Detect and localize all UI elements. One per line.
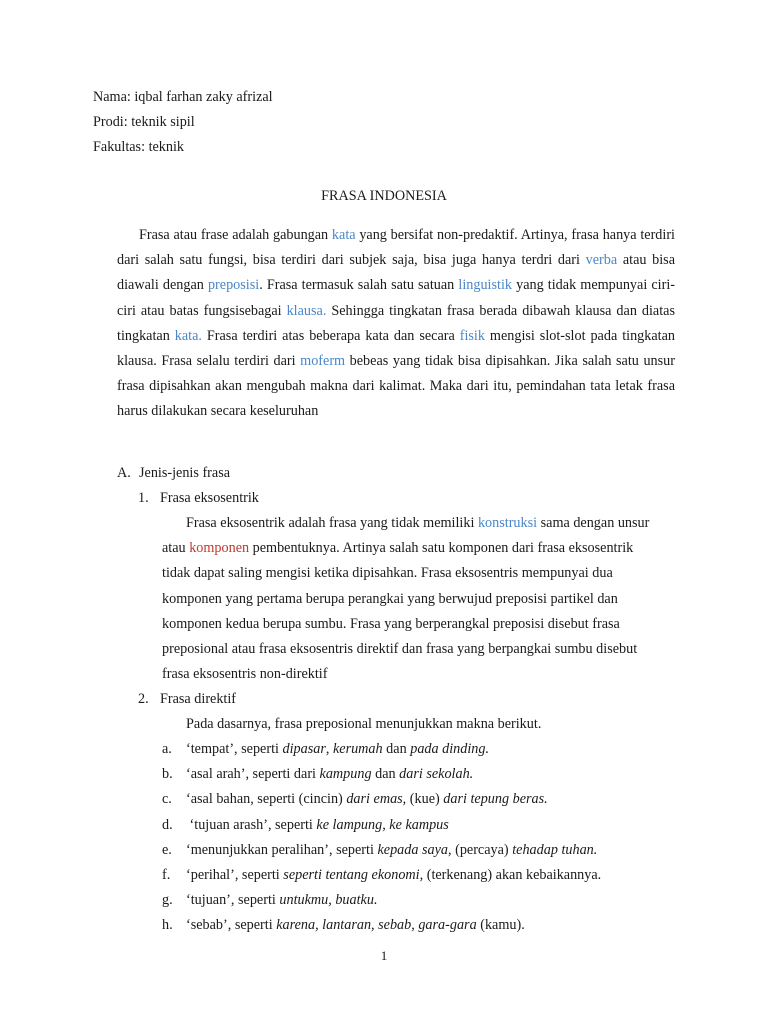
list-item <box>162 789 548 809</box>
fakultas-line: Fakultas: teknik <box>93 139 185 155</box>
link-komponen[interactable]: komponen <box>189 540 250 557</box>
list-item-text: dipasar <box>282 741 326 757</box>
intro-text-7: Frasa terdiri atas beberapa kata dan secara <box>201 327 460 344</box>
list-item-text: dari tepung beras. <box>443 791 548 808</box>
list-item <box>162 865 601 885</box>
intro-text-3: atau bisa diawali dengan <box>117 252 675 294</box>
list-item-marker: c. <box>162 791 172 808</box>
item-2-intro: Pada dasarnya, frasa preposional menunjukkan makna berikut. <box>186 716 542 732</box>
intro-text-5: yang tidak mempunyai ciri-ciri atau batas fungsisebagai <box>117 277 676 319</box>
intro-text-8: mengisi slot-slot pada tingkatan klausa. Frasa selalu terdiri dari <box>117 327 675 370</box>
list-item-text: ‘tujuan’, seperti <box>186 892 280 909</box>
list-item-text: dari emas, <box>346 791 407 808</box>
list-item-text: ‘asal arah’, seperti dari <box>186 766 320 783</box>
item-1-paragraph <box>162 511 664 687</box>
section-a-marker: A. <box>117 465 131 481</box>
item-1-text-1: Frasa eksosentrik adalah frasa yang tidak memiliki <box>186 515 478 531</box>
item-1-text-2: sama dengan unsur atau <box>162 515 650 557</box>
list-item-marker: d. <box>162 816 173 833</box>
list-item-marker: f. <box>162 867 171 883</box>
link-linguistik[interactable]: linguistik <box>458 277 512 294</box>
list-item-marker: a. <box>162 741 172 757</box>
list-item-marker: h. <box>162 917 173 934</box>
list-item-text: ‘sebab’, seperti <box>186 917 277 934</box>
intro-text-2: yang bersifat non-predaktif. Artinya, frasa hanya terdiri dari salah satu fungsi, bisa terdiri dari subjek saja, bisa juga hanya terdri dari <box>117 227 675 269</box>
item-2-heading <box>138 689 236 709</box>
list-item-text: ‘asal bahan, seperti (cincin) <box>186 791 347 808</box>
intro-text-9: bebeas yang tidak bisa dipisahkan. Jika salah satu unsur frasa dipisahkan akan mengubah makna dari kalimat. Maka dari itu, pemindahan tata letak frasa harus dilakukan secara keseluruhan <box>117 353 675 420</box>
link-preposisi[interactable]: preposisi <box>207 277 260 294</box>
list-item-text: dari sekolah. <box>399 766 474 783</box>
list-item-text: seperti tentang ekonomi, <box>283 867 424 883</box>
list-item-text: (kamu). <box>476 917 525 934</box>
link-kata[interactable]: kata <box>331 227 356 243</box>
section-a-heading <box>117 463 230 483</box>
list-item-text: dan <box>371 766 400 783</box>
list-item-text: dan <box>382 741 411 757</box>
section-a-label: Jenis-jenis frasa <box>139 465 231 481</box>
list-item-text: pada dinding. <box>410 741 490 757</box>
list-item-text: ‘menunjukkan peralihan’, seperti <box>186 841 378 858</box>
item-2-label: Frasa direktif <box>160 691 237 707</box>
list-item-marker: e. <box>162 841 172 858</box>
link-kata-2[interactable]: kata. <box>174 327 202 344</box>
list-item <box>162 915 525 935</box>
link-verba[interactable]: verba <box>585 252 618 269</box>
list-item-text: , <box>325 741 333 757</box>
item-1-marker: 1. <box>138 490 149 506</box>
list-item-text: kerumah <box>332 741 383 757</box>
name-line: Nama: iqbal farhan zaky afrizal <box>93 89 273 105</box>
list-item-text: karena, lantaran, sebab, gara-gara <box>276 917 477 934</box>
item-2-marker: 2. <box>138 691 149 707</box>
link-klausa[interactable]: klausa. <box>286 302 327 319</box>
item-1-label: Frasa eksosentrik <box>160 490 259 506</box>
list-item-text: ke lampung, ke kampus <box>316 816 449 833</box>
list-item <box>162 890 378 910</box>
list-item <box>162 815 449 835</box>
intro-text-1: Frasa atau frase adalah gabungan <box>139 227 332 243</box>
list-item-text: kepada saya, <box>377 841 452 858</box>
page-number: 1 <box>380 948 388 963</box>
intro-paragraph <box>117 223 675 425</box>
list-item-text: (kue) <box>406 791 444 808</box>
list-item-text: ‘perihal’, seperti <box>186 867 284 883</box>
list-item-text: ‘tempat’, seperti <box>186 741 283 757</box>
list-item <box>162 840 597 860</box>
item-1-text-3: pembentuknya. Artinya salah satu komponen dari frasa eksosentrik tidak dapat saling mengisi ketika dipisahkan. Frasa eksosentris mempunyai dua komponen yang pertama berupa perangkai yang berwujud preposisi partikel dan komponen kedua berupa sumbu. Frasa yang berperangkal preposisi disebut frasa preposional atau frasa eksosentris direktif dan frasa yang berpangkai sumbu disebut frasa eksosentris non-direktif <box>162 540 638 683</box>
list-item-text: (percaya) <box>451 841 513 858</box>
intro-text-4: . Frasa termasuk salah satu satuan <box>259 277 459 294</box>
document-title: FRASA INDONESIA <box>321 188 447 204</box>
list-item-text: ‘tujuan arash’, seperti <box>186 816 317 833</box>
list-item <box>162 739 489 759</box>
list-item <box>162 764 473 784</box>
list-item-marker: g. <box>162 892 173 909</box>
list-item-text: tehadap tuhan. <box>512 841 598 858</box>
intro-text-6: Sehingga tingkatan frasa berada dibawah klausa dan diatas tingkatan <box>117 302 675 344</box>
link-konstruksi[interactable]: konstruksi <box>477 515 538 531</box>
prodi-line: Prodi: teknik sipil <box>93 114 195 130</box>
link-fisik[interactable]: fisik <box>459 327 485 344</box>
list-item-text: untukmu, buatku. <box>279 892 378 909</box>
list-item-marker: b. <box>162 766 173 783</box>
list-item-text: kampung <box>319 766 372 783</box>
link-moferm[interactable]: moferm <box>300 353 346 370</box>
list-item-text: (terkenang) akan kebaikannya. <box>423 867 602 883</box>
item-1-heading <box>138 488 259 508</box>
